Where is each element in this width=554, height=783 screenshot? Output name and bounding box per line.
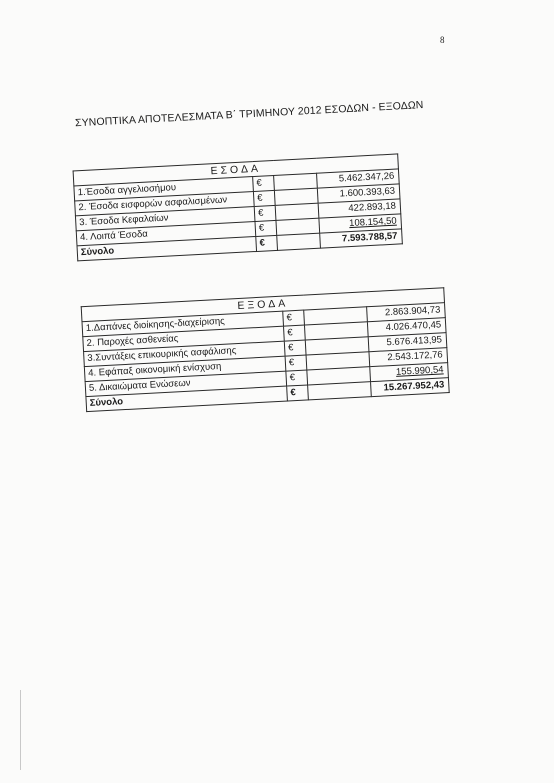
income-total-amount: 7.593.788,57 bbox=[320, 229, 403, 248]
income-row-amount: 422.893,18 bbox=[318, 199, 401, 218]
euro-symbol: € bbox=[286, 370, 308, 386]
euro-symbol: € bbox=[285, 355, 307, 371]
empty-cell bbox=[277, 233, 321, 250]
income-row-label: 2. Έσοδα εισφορών ασφαλισμένων bbox=[75, 192, 255, 216]
expense-row-label: 3.Συντάξεις επικουρικής ασφάλισης bbox=[84, 341, 286, 366]
document-title: ΣΥΝΟΠΤΙΚΑ ΑΠΟΤΕΛΕΣΜΑΤΑ Β΄ ΤΡΙΜΗΝΟΥ 2012 ΕΣΟΔΩΝ - ΕΞΟΔΩΝ bbox=[74, 99, 424, 130]
expense-row-amount: 2.863.904,73 bbox=[367, 303, 446, 322]
income-row-label: 3. Έσοδα Κεφαλαίων bbox=[75, 207, 255, 231]
expense-row-amount: 4.026.470,45 bbox=[367, 318, 446, 337]
euro-symbol: € bbox=[256, 235, 278, 251]
euro-symbol: € bbox=[284, 340, 306, 356]
income-heading: ΕΣΟΔΑ bbox=[73, 154, 398, 186]
expense-row-amount: 2.543.172,76 bbox=[369, 348, 448, 367]
euro-symbol: € bbox=[254, 205, 276, 221]
expense-row-label: 4. Εφάπαξ οικονομική ενίσχυση bbox=[84, 356, 286, 381]
expense-row-label: 5. Δικαιώματα Ενώσεων bbox=[85, 371, 287, 396]
income-row-label: 4. Λοιπά Έσοδα bbox=[76, 222, 256, 246]
income-row-label: 1.Έσοδα αγγελιοσήμου bbox=[74, 177, 254, 201]
euro-symbol: € bbox=[283, 310, 305, 326]
income-row-amount: 5.462.347,26 bbox=[317, 169, 400, 188]
income-table bbox=[73, 153, 403, 261]
expense-total-amount: 15.267.952,43 bbox=[371, 378, 450, 397]
income-total-label: Σύνολο bbox=[77, 236, 257, 260]
expense-heading: ΕΞΟΔΑ bbox=[81, 288, 444, 322]
expense-table bbox=[81, 287, 450, 412]
page-number: 8 bbox=[440, 35, 445, 45]
euro-symbol: € bbox=[287, 385, 309, 401]
expense-total-label: Σύνολο bbox=[86, 386, 288, 411]
expense-row-label: 2. Παροχές ασθενείας bbox=[83, 326, 285, 351]
expense-row-label: 1.Δαπάνες διοίκησης-διαχείρισης bbox=[82, 311, 284, 336]
income-row-amount-text: 108.154,50 bbox=[348, 215, 397, 230]
expense-row-amount-text: 155.990,54 bbox=[395, 364, 444, 378]
expense-row-amount: 5.676.413,95 bbox=[368, 333, 447, 352]
euro-symbol: € bbox=[255, 220, 277, 236]
empty-cell bbox=[308, 382, 372, 400]
euro-symbol: € bbox=[253, 190, 275, 206]
scan-artifact-line bbox=[20, 690, 21, 770]
euro-symbol: € bbox=[253, 175, 275, 191]
euro-symbol: € bbox=[283, 325, 305, 341]
income-row-amount: 1.600.393,63 bbox=[317, 184, 400, 203]
